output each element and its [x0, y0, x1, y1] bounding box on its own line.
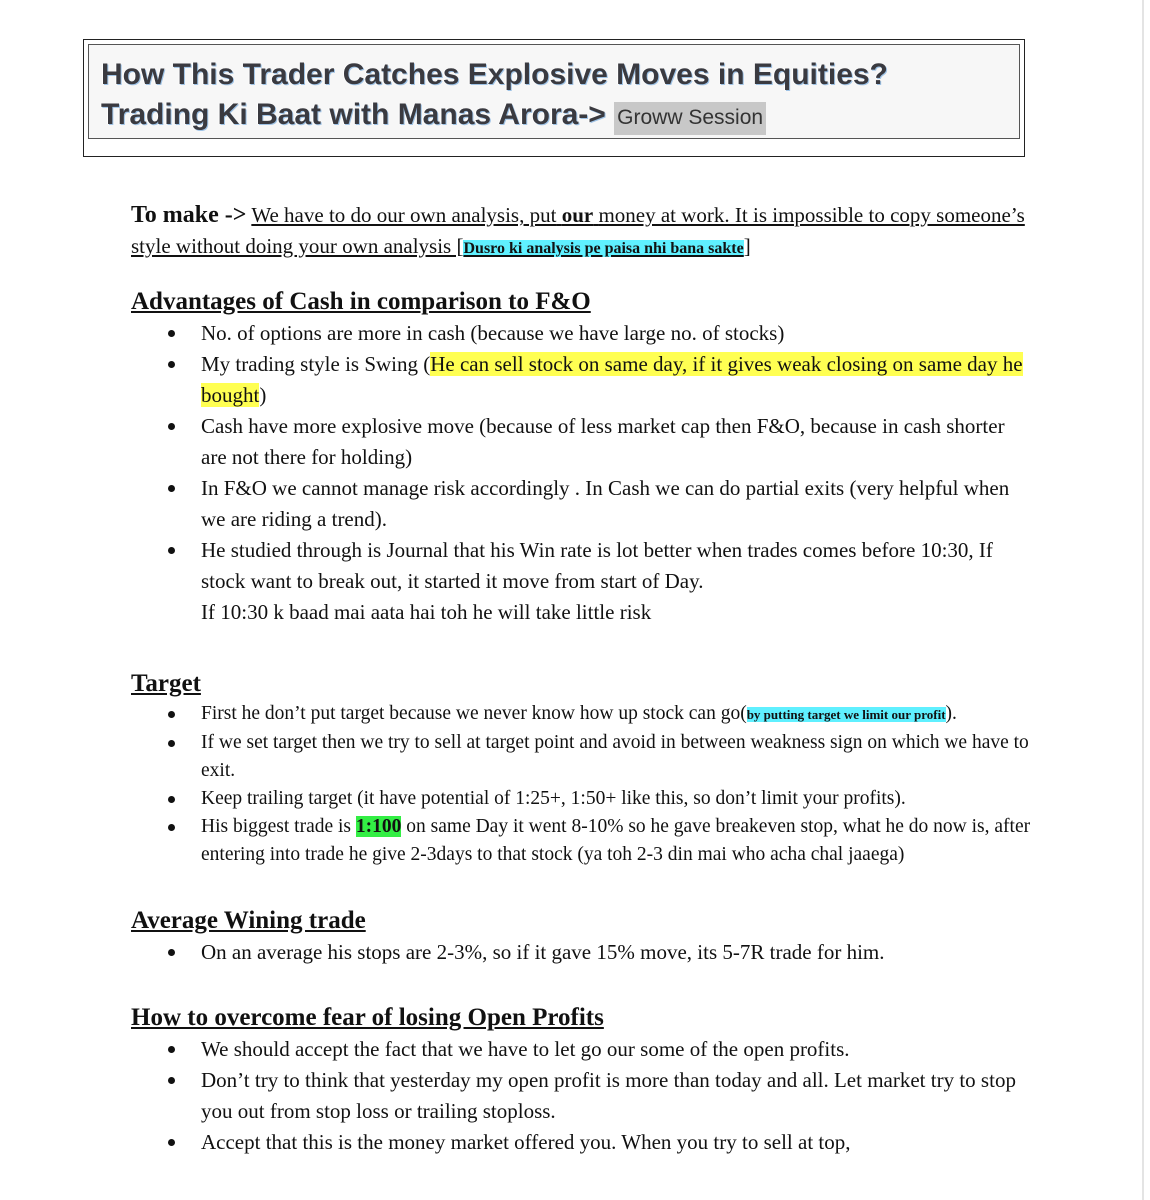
list-item [201, 349, 1031, 411]
intro-close: ] [743, 234, 751, 258]
list-item [201, 700, 1031, 729]
intro-paragraph [131, 200, 1031, 264]
list-item: On an average his stops are 2-3%, so if it gave 15% move, its 5-7R trade for him. [201, 937, 1031, 968]
target-b4-post: on same Day it went 8-10% so he gave breakeven stop, what he do now is, after entering into trade he give 2-3days to that stock (ya toh 2-3 din mai who acha chal jaaega) [201, 816, 1031, 865]
cash-b2-post: ) [259, 383, 267, 407]
list-item: We should accept the fact that we have to let go our some of the open profits. [201, 1034, 1031, 1065]
session-tag: Groww Session [614, 102, 766, 135]
list-item: Keep trailing target (it have potential of 1:25+, 1:50+ like this, so don’t limit your profits). [201, 785, 1031, 813]
section-fear [131, 1002, 1031, 1158]
list-item: Accept that this is the money market offered you. When you try to sell at top, [201, 1127, 1031, 1158]
heading-fear: How to overcome fear of losing Open Profits [131, 1004, 604, 1031]
target-b1-pre: First he don’t put target because we never know how up stock can go( [201, 703, 747, 724]
average-list [131, 937, 1031, 968]
list-item: Cash have more explosive move (because of less market cap then F&O, because in cash shorter are not there for holding) [201, 411, 1031, 473]
list-item: No. of options are more in cash (because we have large no. of stocks) [201, 318, 1031, 349]
cash-b5-line2: If 10:30 k baad mai aata hai toh he will take little risk [201, 600, 652, 624]
cash-b5-line1: He studied through is Journal that his Win rate is lot better when trades comes before 10:30, If stock want to break out, it started it move from start of Day. [201, 538, 993, 593]
heading-cash: Advantages of Cash in comparison to F&O [131, 288, 591, 315]
title-box-inner [88, 44, 1020, 139]
title-box [83, 39, 1025, 157]
title-line-1: How This Trader Catches Explosive Moves in Equities? [101, 58, 888, 91]
section-cash [131, 286, 1031, 628]
list-item: Don’t try to think that yesterday my open profit is more than today and all. Let market try to stop you out from stop loss or trailing stoploss. [201, 1065, 1031, 1127]
heading-target: Target [131, 670, 201, 697]
document-body [131, 200, 1031, 1158]
intro-part2: money at work. It is impossible to copy someone’s style without doing your own analysis [ [131, 203, 1025, 258]
cash-b2-pre: My trading style is Swing ( [201, 352, 431, 376]
heading-average: Average Wining trade [131, 907, 366, 934]
target-b1-highlight: by putting target we limit our profit [746, 707, 946, 722]
intro-emph: our [561, 203, 594, 227]
intro-text [131, 203, 1025, 258]
intro-part1: We have to do our own analysis, put [251, 203, 557, 227]
target-b1-post: ). [945, 703, 957, 724]
cash-list [131, 318, 1031, 628]
target-b4-pre: His biggest trade is [201, 816, 352, 837]
list-item: If we set target then we try to sell at target point and avoid in between weakness sign on which we have to exit. [201, 729, 1031, 785]
target-list [131, 700, 1031, 869]
intro-highlight: Dusro ki analysis pe paisa nhi bana sakte [463, 240, 744, 257]
intro-lead: To make -> [131, 202, 247, 228]
page-edge-rule [1142, 0, 1144, 1200]
section-target [131, 668, 1031, 869]
list-item: In F&O we cannot manage risk accordingly . In Cash we can do partial exits (very helpful when we are riding a trend). [201, 473, 1031, 535]
title-line-2 [101, 95, 1019, 138]
section-average [131, 905, 1031, 968]
list-item [201, 813, 1031, 869]
cash-b2-highlight: He can sell stock on same day, if it gives weak closing on same day he bought [201, 352, 1023, 407]
list-item [201, 535, 1031, 628]
target-b4-highlight: 1:100 [355, 816, 402, 837]
title-line-2-text: Trading Ki Baat with Manas Arora-> [101, 98, 606, 131]
fear-list [131, 1034, 1031, 1158]
